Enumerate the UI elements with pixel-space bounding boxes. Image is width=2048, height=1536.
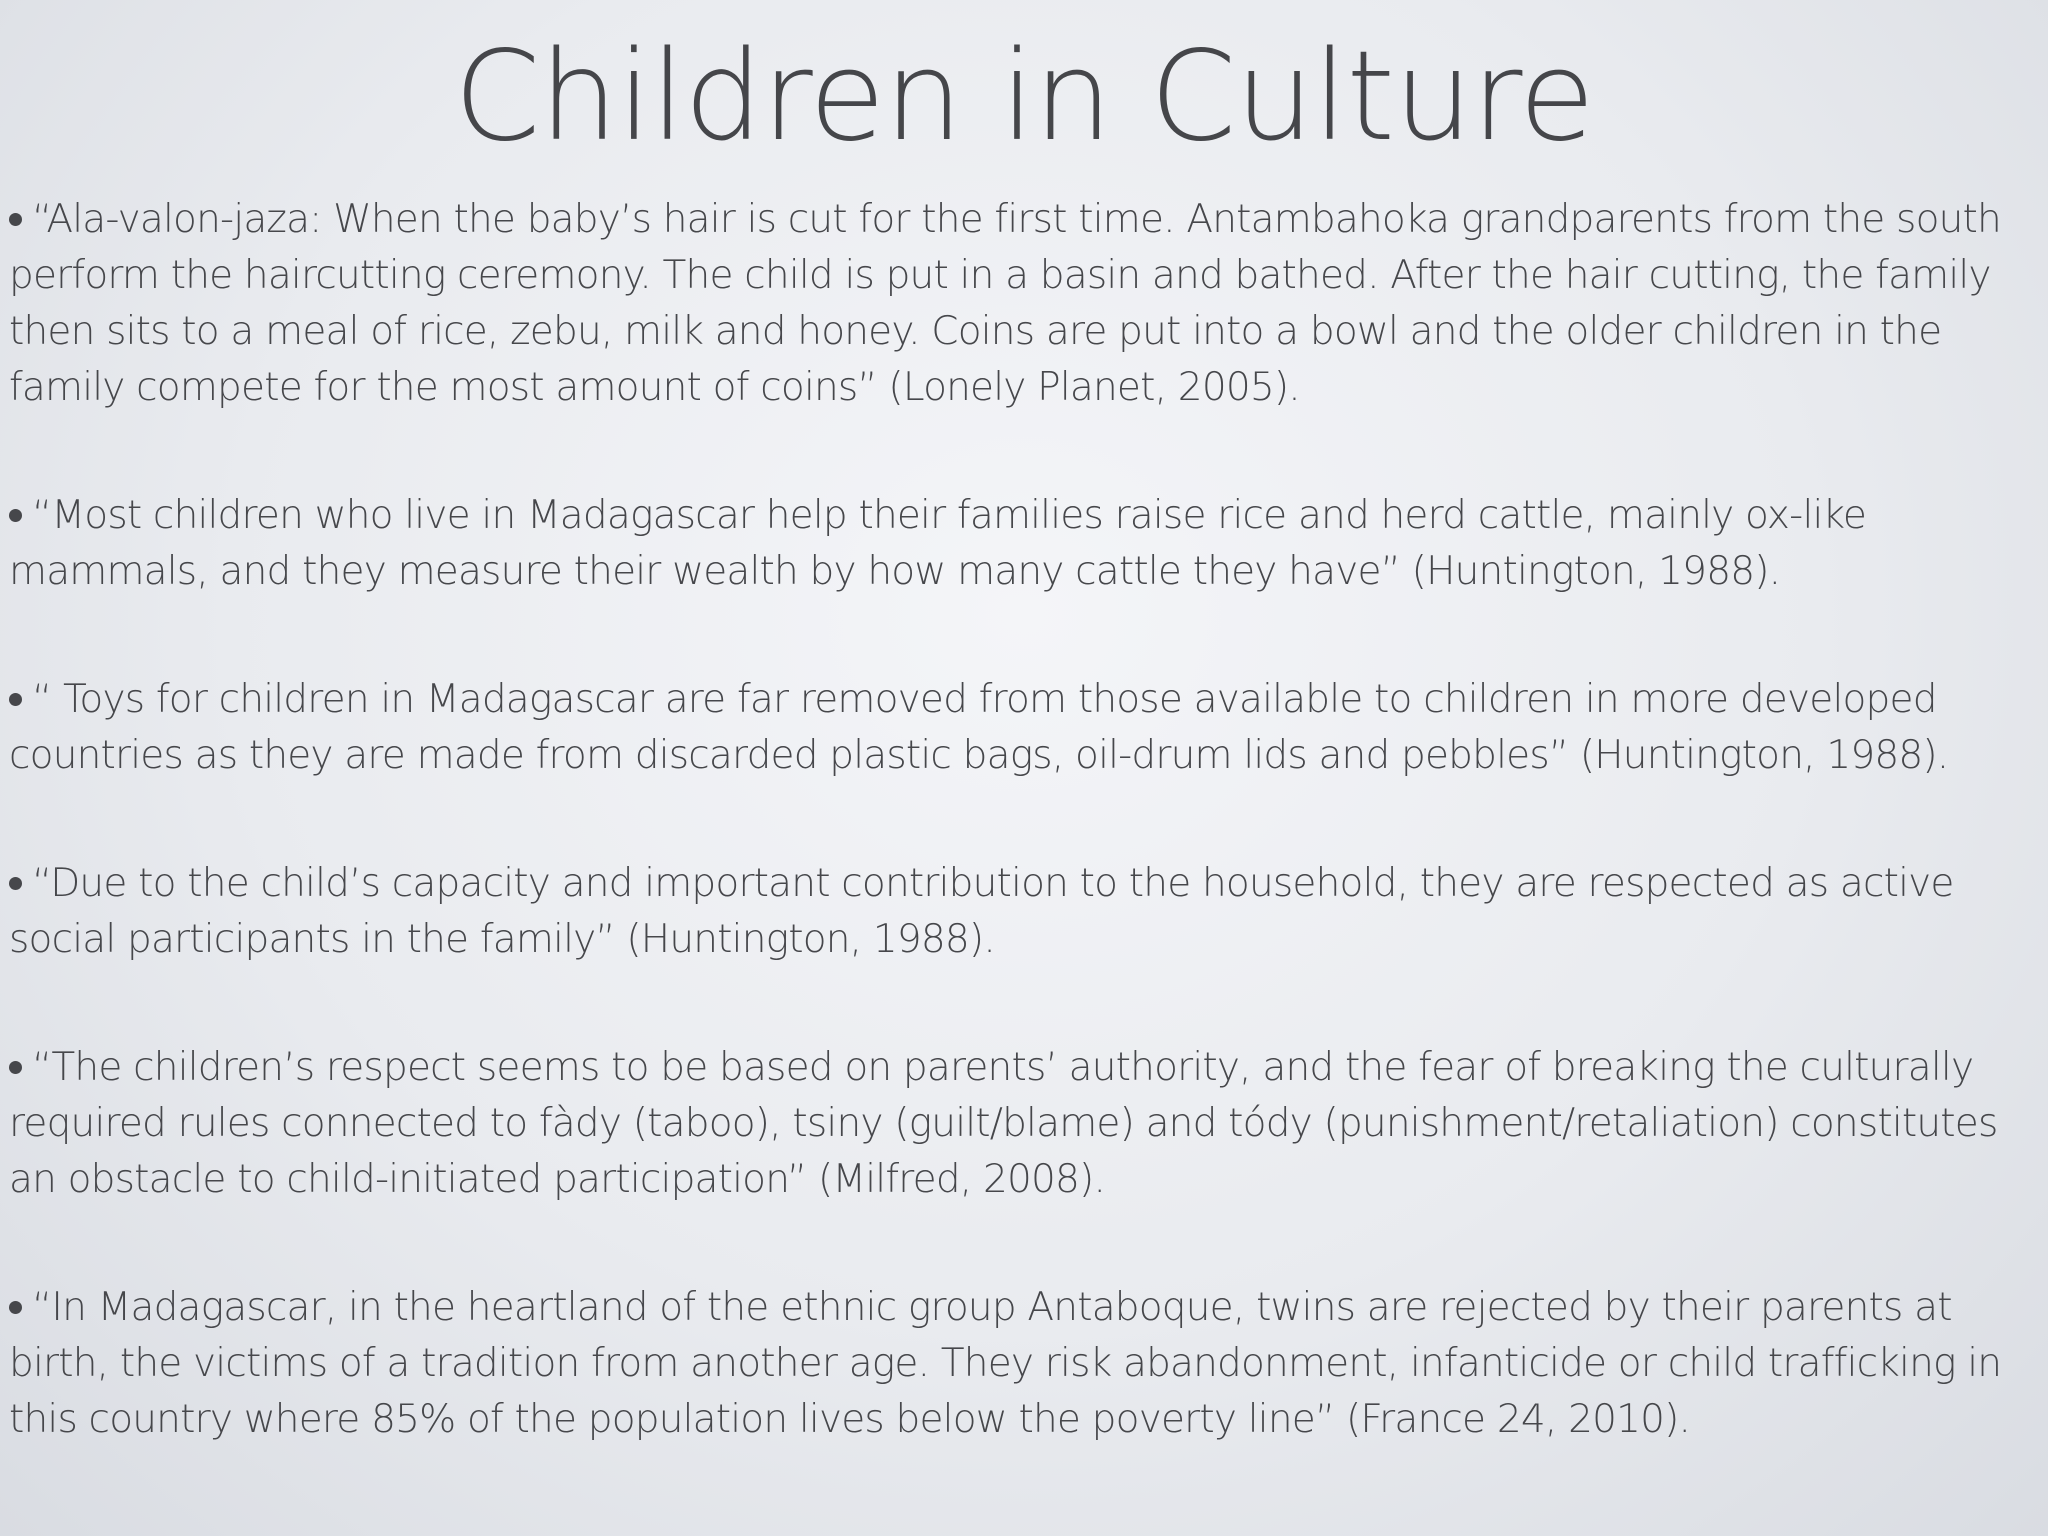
bullet-text: “ Toys for children in Madagascar are far removed from those available to children in more developed countries as they are made from discarded plastic bags, oil-drum lids and pebbles” (Huntington, 1988). bbox=[9, 677, 1949, 778]
bullet-text: “In Madagascar, in the heartland of the ethnic group Antaboque, twins are rejected by their parents at birth, the victims of a tradition from another age. They risk abandonment, infanticide or child trafficking in this country where 85% of the population lives below the poverty line” (France 24, 2010). bbox=[9, 1285, 2002, 1442]
bullet-item bbox=[9, 1280, 2039, 1448]
bullet-item bbox=[9, 192, 2039, 416]
slide-title: Children in Culture bbox=[453, 25, 1595, 169]
bullet-dot-icon bbox=[9, 1061, 22, 1074]
bullet-item bbox=[9, 856, 2039, 968]
bullet-text: “Due to the child’s capacity and important contribution to the household, they are respected as active social participants in the family” (Huntington, 1988). bbox=[9, 861, 1954, 962]
bullet-dot-icon bbox=[9, 1301, 22, 1314]
bullet-text: “The children’s respect seems to be based on parents’ authority, and the fear of breaking the culturally required rules connected to fàdy (taboo), tsiny (guilt/blame) and tódy (punishment/retaliation) constitutes an obstacle to child-initiated participation” (Milfred, 2008). bbox=[9, 1045, 1998, 1202]
bullet-dot-icon bbox=[9, 877, 22, 890]
bullet-dot-icon bbox=[9, 509, 22, 522]
bullet-item bbox=[9, 1040, 2039, 1208]
bullet-dot-icon bbox=[9, 213, 22, 226]
bullet-text: “Most children who live in Madagascar help their families raise rice and herd cattle, mainly ox-like mammals, and they measure their wealth by how many cattle they have” (Huntington, 1988). bbox=[9, 493, 1867, 594]
bullet-dot-icon bbox=[9, 693, 22, 706]
bullet-text: “Ala-valon-jaza: When the baby’s hair is cut for the first time. Antambahoka grandparents from the south perform the haircutting ceremony. The child is put in a basin and bathed. After the hair cutting, the family then sits to a meal of rice, zebu, milk and honey. Coins are put into a bowl and the older children in the family compete for the most amount of coins” (Lonely Planet, 2005). bbox=[9, 197, 2001, 410]
bullet-item bbox=[9, 488, 2039, 600]
bullet-item bbox=[9, 672, 2039, 784]
bullet-list bbox=[9, 192, 2039, 1448]
